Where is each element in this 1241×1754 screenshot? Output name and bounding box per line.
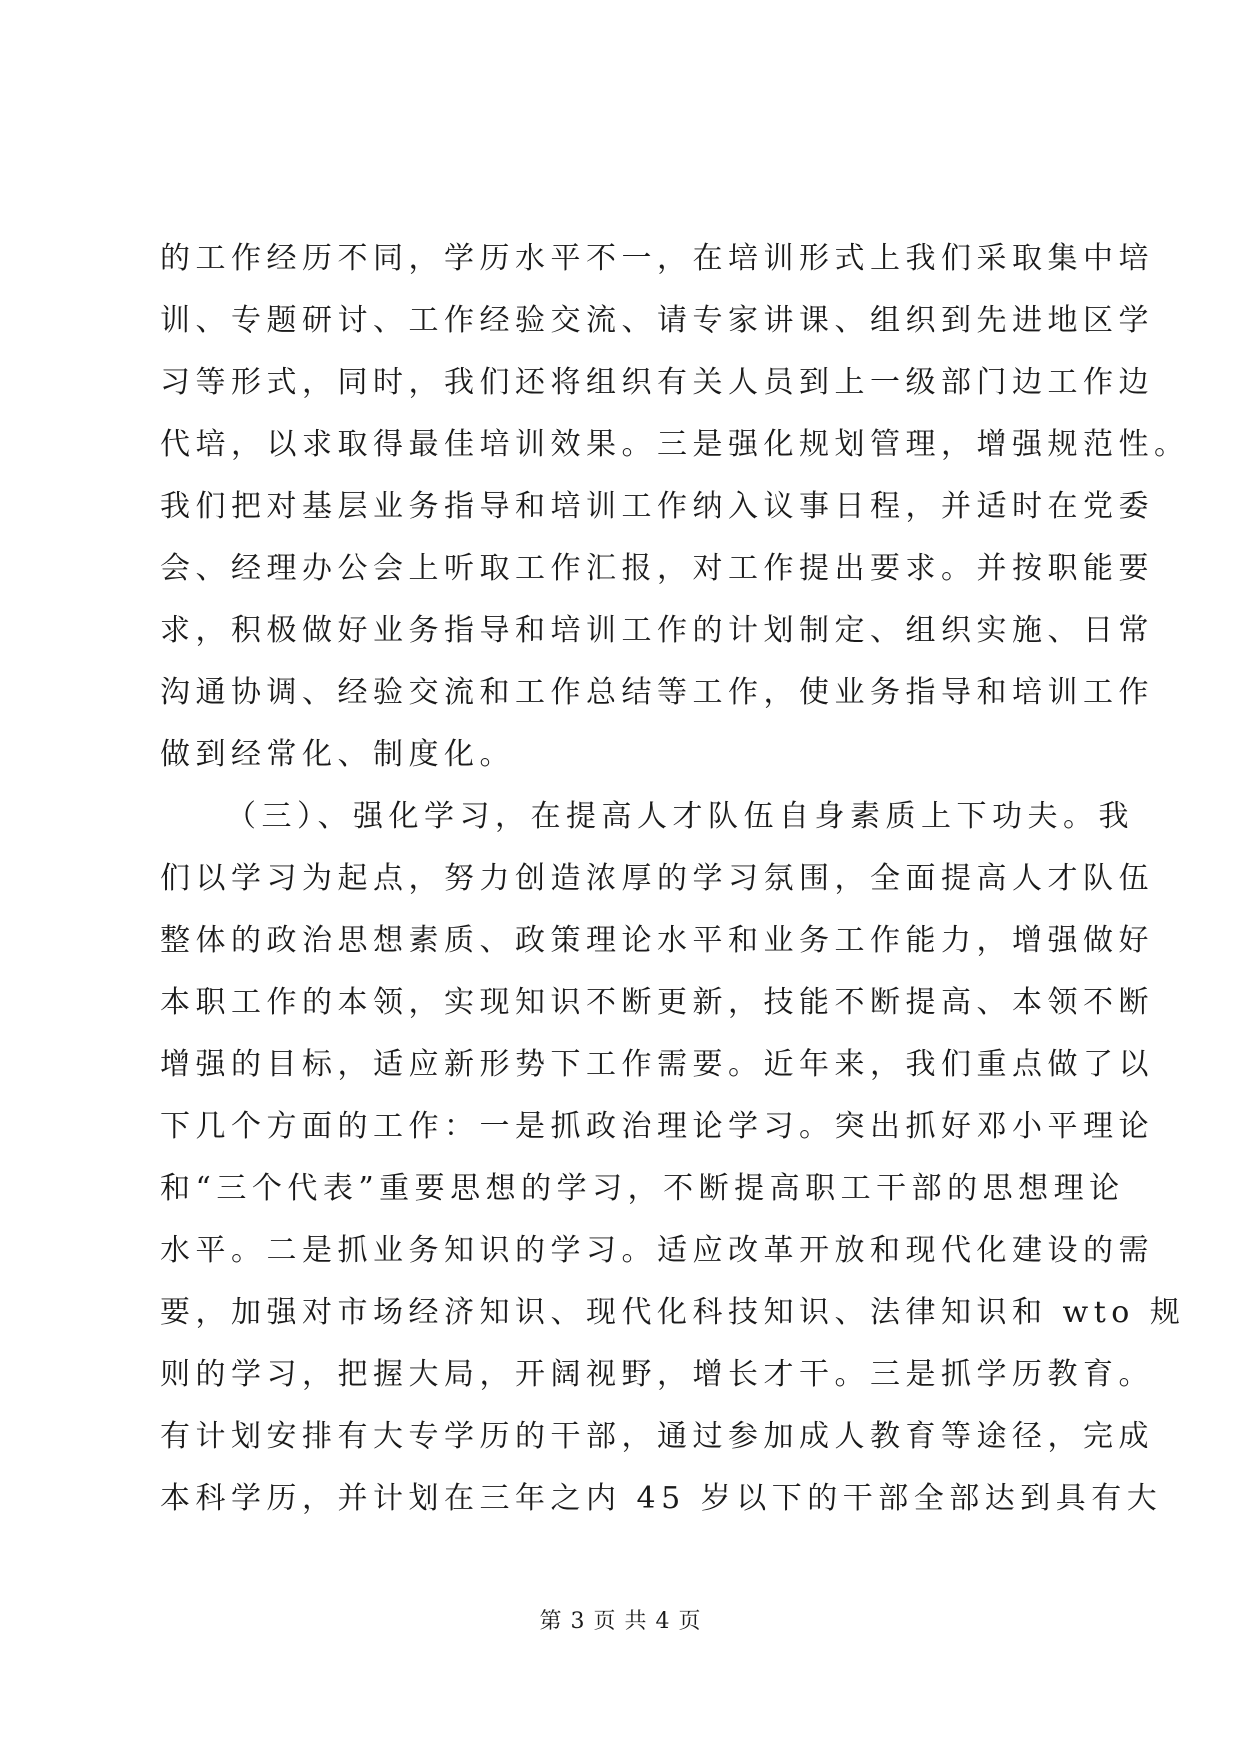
text-line: 我们把对基层业务指导和培训工作纳入议事日程，并适时在党委 (160, 489, 1154, 524)
text-line: 水平。二是抓业务知识的学习。适应改革开放和现代化建设的需 (160, 1233, 1154, 1268)
text-line: 们以学习为起点，努力创造浓厚的学习氛围，全面提高人才队伍 (160, 861, 1154, 896)
text-line: 做到经常化、制度化。 (160, 737, 515, 772)
text-line: 训、专题研讨、工作经验交流、请专家讲课、组织到先进地区学 (160, 303, 1154, 338)
text-line: 求，积极做好业务指导和培训工作的计划制定、组织实施、日常 (160, 613, 1154, 648)
text-line: 习等形式，同时，我们还将组织有关人员到上一级部门边工作边 (160, 365, 1154, 400)
text-line: 和“三个代表”重要思想的学习，不断提高职工干部的思想理论 (160, 1171, 1125, 1206)
text-line: 有计划安排有大专学历的干部，通过参加成人教育等途径，完成 (160, 1419, 1154, 1454)
text-line: 的工作经历不同，学历水平不一，在培训形式上我们采取集中培 (160, 241, 1154, 276)
text-line: 要，加强对市场经济知识、现代化科技知识、法律知识和 wto 规 (160, 1295, 1186, 1330)
page-footer: 第 3 页 共 4 页 (539, 1609, 702, 1634)
section-heading-line: （三）、强化学习，在提高人才队伍自身素质上下功夫。我 (226, 799, 1134, 834)
text-line: 沟通协调、经验交流和工作总结等工作，使业务指导和培训工作 (160, 675, 1154, 710)
text-line: 会、经理办公会上听取工作汇报，对工作提出要求。并按职能要 (160, 551, 1154, 586)
text-line: 增强的目标，适应新形势下工作需要。近年来，我们重点做了以 (160, 1047, 1154, 1082)
text-line: 本职工作的本领，实现知识不断更新，技能不断提高、本领不断 (160, 985, 1154, 1020)
text-line: 本科学历，并计划在三年之内 45 岁以下的干部全部达到具有大 (160, 1481, 1163, 1516)
text-line: 整体的政治思想素质、政策理论水平和业务工作能力，增强做好 (160, 923, 1154, 958)
text-line: 代培，以求取得最佳培训效果。三是强化规划管理，增强规范性。 (160, 427, 1190, 462)
text-line: 则的学习，把握大局，开阔视野，增长才干。三是抓学历教育。 (160, 1357, 1154, 1392)
text-line: 下几个方面的工作：一是抓政治理论学习。突出抓好邓小平理论 (160, 1109, 1154, 1144)
body-text (160, 228, 1190, 1530)
